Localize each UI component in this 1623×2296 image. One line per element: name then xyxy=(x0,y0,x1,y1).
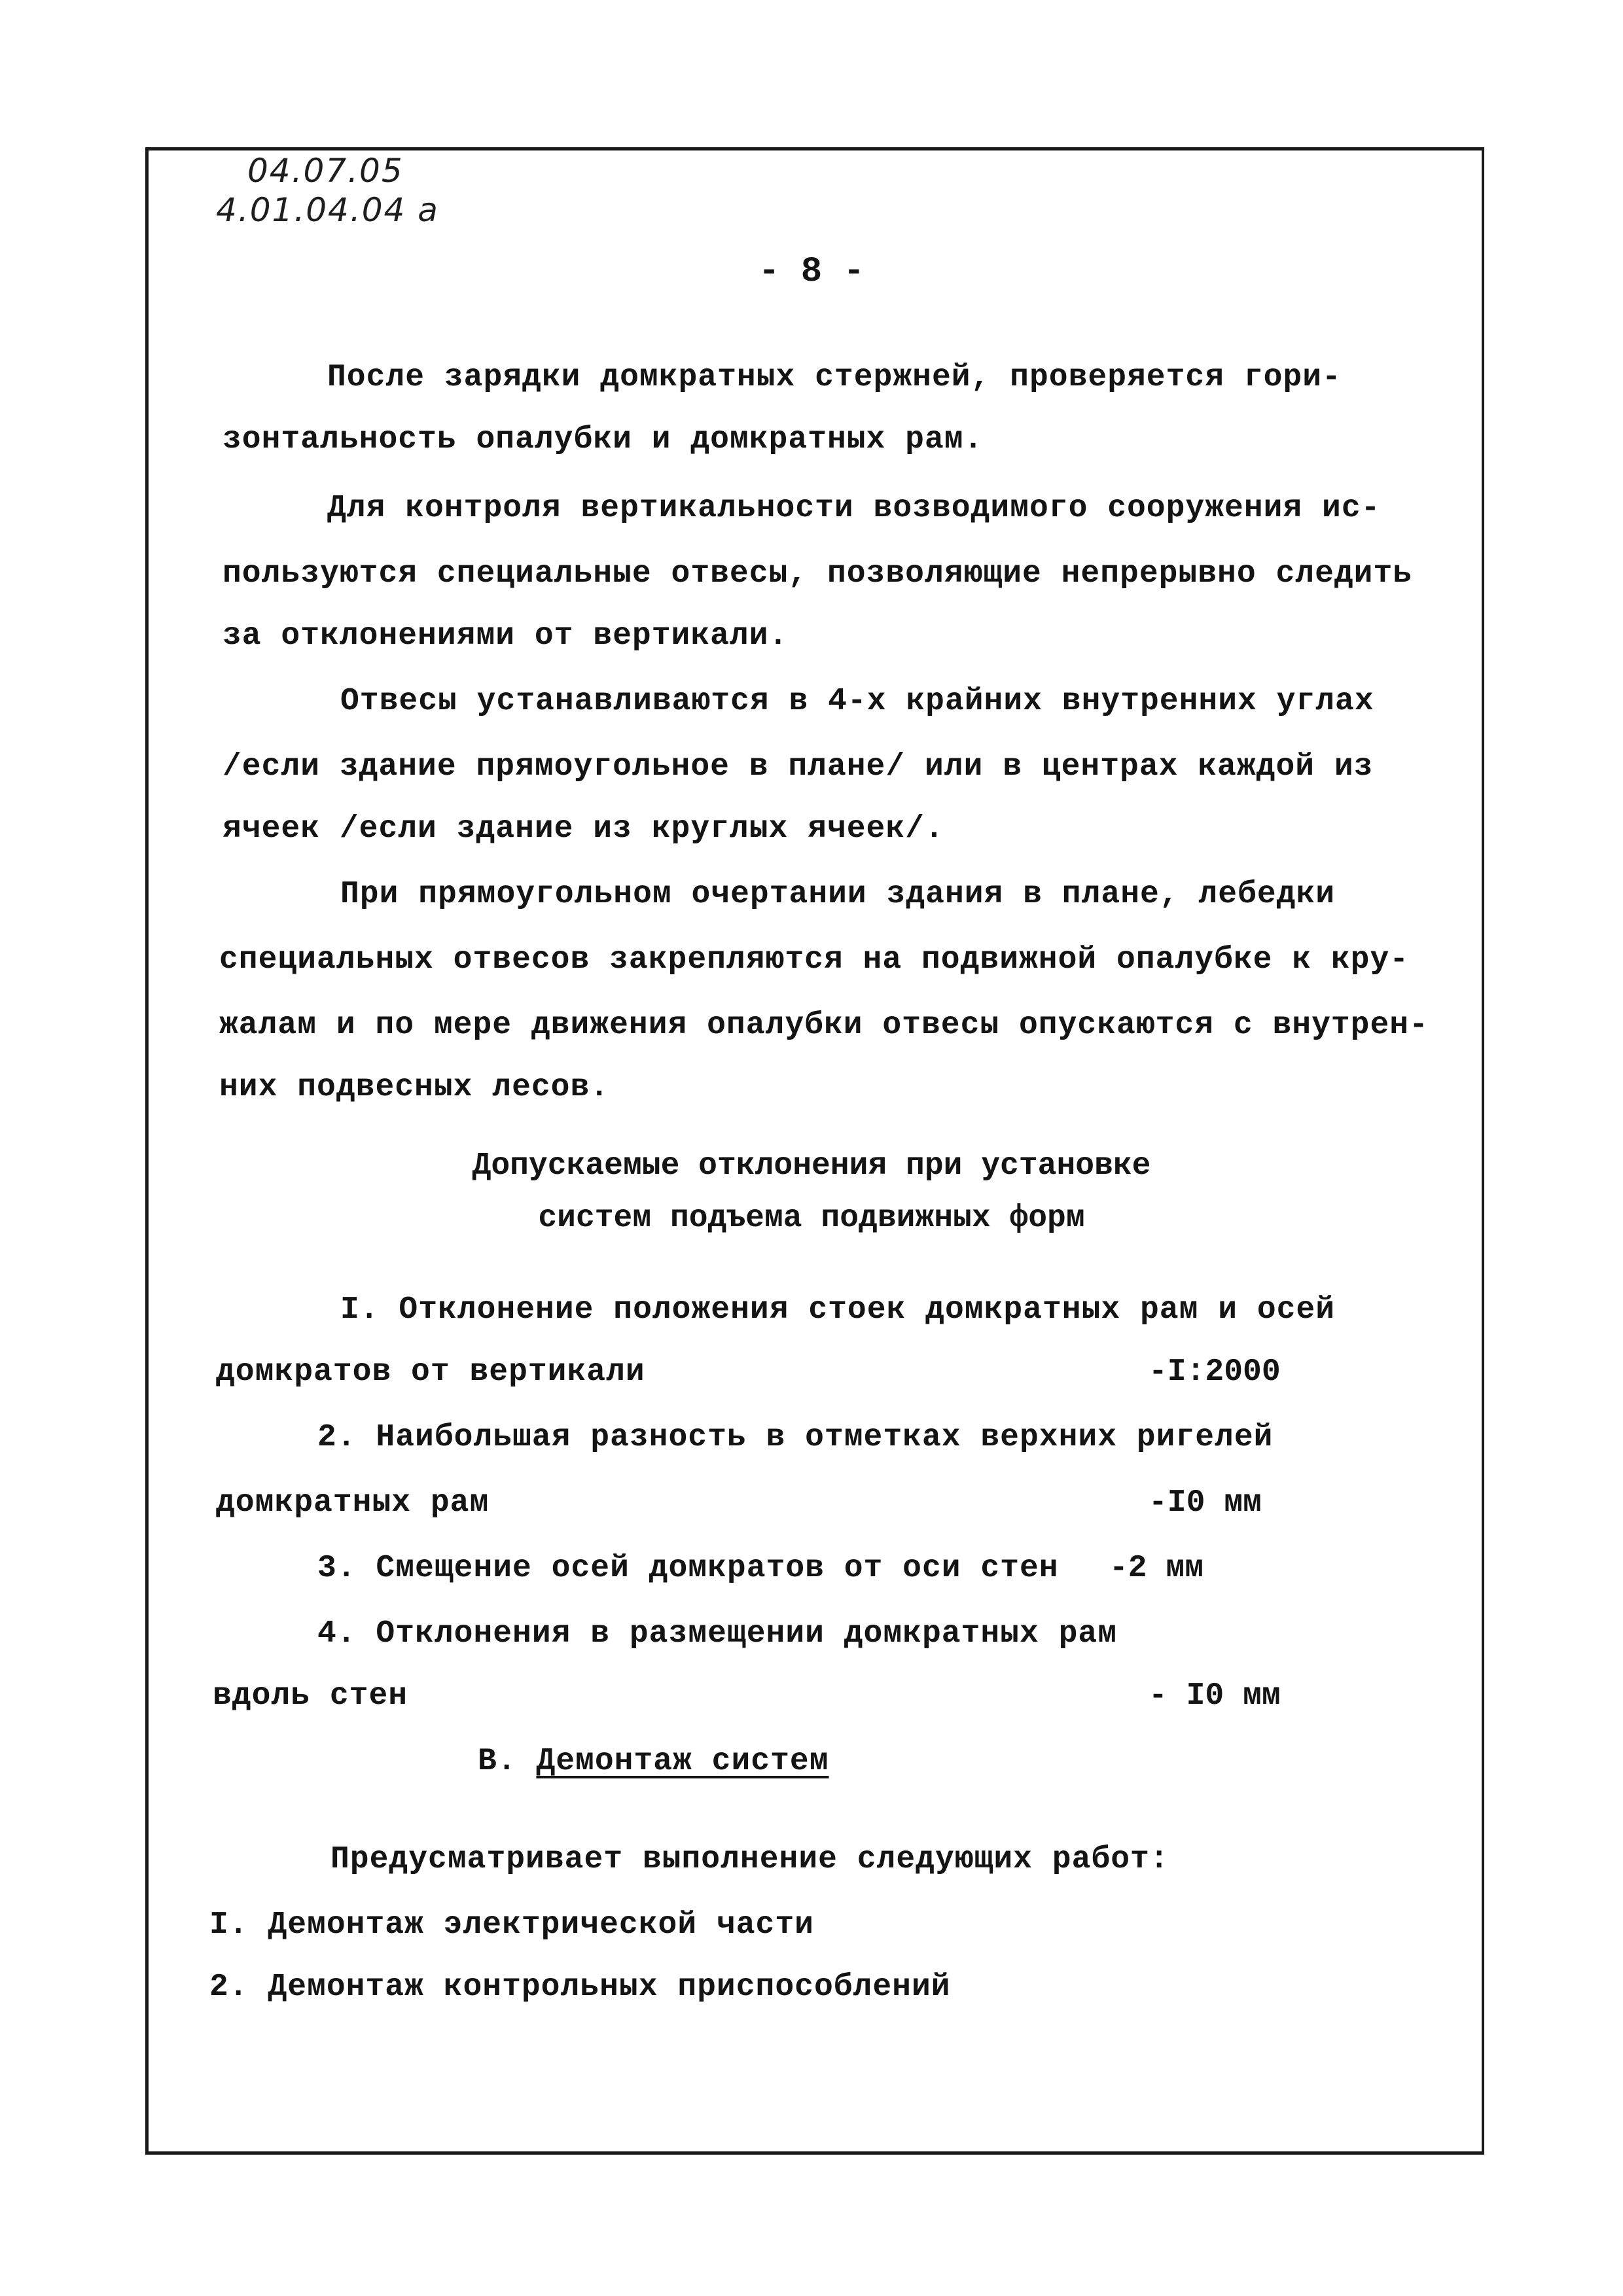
tolerance-item-2-value: -I0 мм xyxy=(1149,1485,1262,1521)
handwritten-code-2: 4.01.04.04 а xyxy=(216,191,439,229)
paragraph-1-line-1: После зарядки домкратных стержней, проверяется гори- xyxy=(327,360,1342,395)
tolerance-item-1-value: -I:2000 xyxy=(1149,1354,1281,1390)
paragraph-2-line-1: Для контроля вертикальности возводимого сооружения ис- xyxy=(327,491,1381,526)
tolerance-item-2-line-1: 2. Наибольшая разность в отметках верхних ригелей xyxy=(317,1420,1274,1455)
paragraph-3-line-2: /если здание прямоугольное в плане/ или в центрах каждой из xyxy=(223,749,1374,785)
section-b-item-2: 2. Демонтаж контрольных приспособлений xyxy=(209,1969,951,2005)
tolerance-item-1-line-2: домкратов от вертикали xyxy=(216,1354,645,1390)
paragraph-4-line-3: жалам и по мере движения опалубки отвесы опускаются с внутрен- xyxy=(219,1008,1429,1043)
section-b-letter: В. xyxy=(478,1744,517,1779)
tolerance-item-2-line-2: домкратных рам xyxy=(216,1485,490,1521)
section-b-heading xyxy=(478,1744,829,1779)
paragraph-1-line-2: зонтальность опалубки и домкратных рам. xyxy=(223,422,984,457)
paragraph-2-line-2: пользуются специальные отвесы, позволяющие непрерывно следить xyxy=(223,556,1413,592)
paragraph-4-line-2: специальных отвесов закрепляются на подвижной опалубке к кру- xyxy=(219,942,1410,978)
paragraph-4-line-1: При прямоугольном очертании здания в плане, лебедки xyxy=(340,877,1336,912)
tolerances-title-line-1: Допускаемые отклонения при установке xyxy=(472,1148,1151,1184)
section-b-title: Демонтаж систем xyxy=(536,1744,829,1779)
paragraph-2-line-3: за отклонениями от вертикали. xyxy=(223,618,789,654)
tolerance-item-3-value: -2 мм xyxy=(1109,1551,1204,1586)
tolerance-item-4-line-2: вдоль стен xyxy=(213,1678,408,1714)
section-b-item-1: I. Демонтаж электрической части xyxy=(209,1907,814,1943)
paragraph-4-line-4: них подвесных лесов. xyxy=(219,1070,610,1105)
page-number: - 8 - xyxy=(758,252,865,292)
tolerances-title-line-2: систем подъема подвижных форм xyxy=(538,1201,1085,1236)
tolerance-item-4-line-1: 4. Отклонения в размещении домкратных рам xyxy=(317,1616,1117,1651)
handwritten-code-1: 04.07.05 xyxy=(247,152,404,190)
tolerance-item-4-value: - I0 мм xyxy=(1149,1678,1281,1714)
tolerance-item-1-line-1: I. Отклонение положения стоек домкратных рам и осей xyxy=(340,1292,1336,1328)
paragraph-3-line-1: Отвесы устанавливаются в 4-х крайних внутренних углах xyxy=(340,684,1374,719)
tolerance-item-3-line-1: 3. Смещение осей домкратов от оси стен xyxy=(317,1551,1059,1586)
section-b-intro: Предусматривает выполнение следующих работ: xyxy=(330,1842,1169,1877)
paragraph-3-line-3: ячеек /если здание из круглых ячеек/. xyxy=(223,811,944,847)
